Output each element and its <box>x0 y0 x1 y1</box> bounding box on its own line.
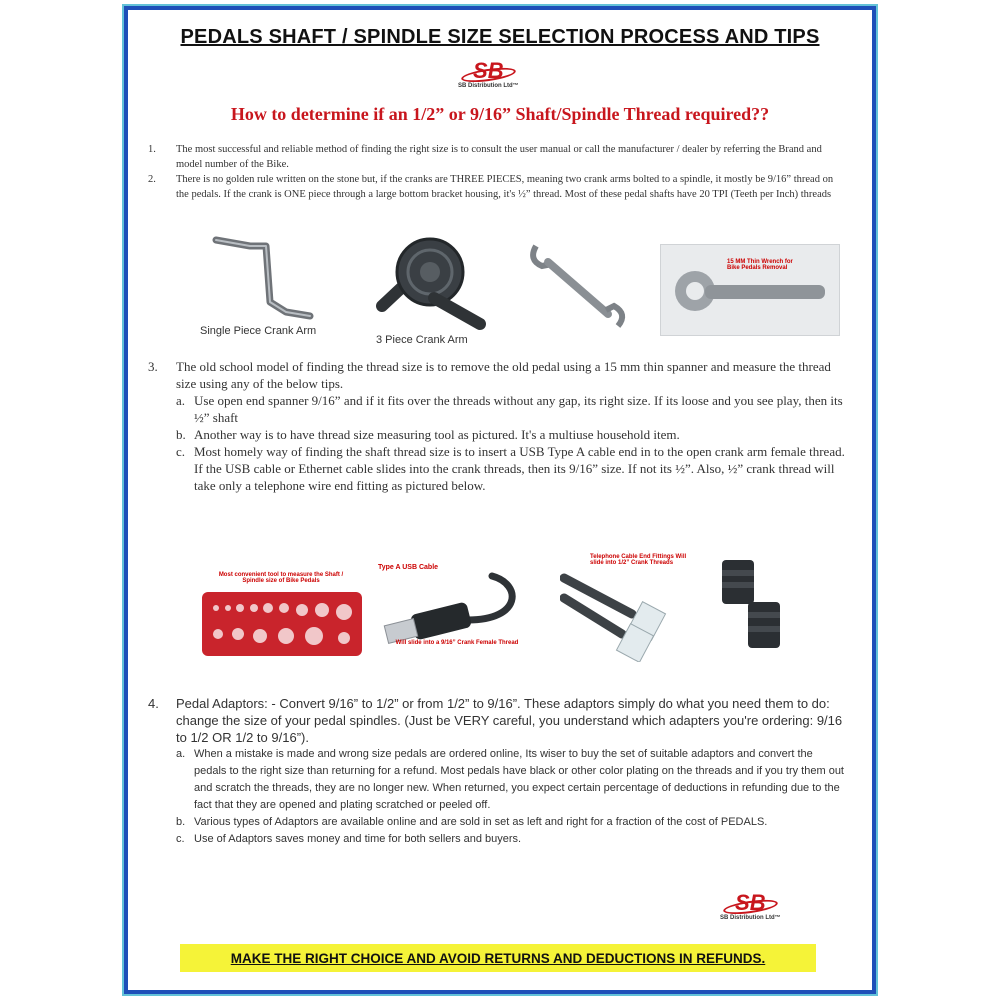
usb-label: Type A USB Cable <box>378 564 439 571</box>
substep-text: Another way is to have thread size measuring tool as pictured. It's a multiuse household item. <box>194 427 680 442</box>
logo-caption: SB Distribution Ltd™ <box>458 83 519 89</box>
thin-wrench-photo <box>660 244 840 336</box>
wrench-label: 15 MM Thin Wrench for Bike Pedals Removal <box>727 259 793 271</box>
single-crank-caption: Single Piece Crank Arm <box>200 325 317 337</box>
subtitle-question: How to determine if an 1/2” or 9/16” Shaft/Spindle Thread required?? <box>230 104 770 124</box>
step-4c <box>176 831 848 848</box>
open-end-spanner-photo <box>524 240 634 336</box>
thread-gauge-photo <box>198 572 366 662</box>
usb-cable-photo <box>372 564 542 664</box>
substep-letter: b. <box>176 816 186 828</box>
company-logo-top <box>458 60 519 89</box>
step-text: Pedal Adaptors: - Convert 9/16” to 1/2” or from 1/2” to 9/16”. These adaptors simply do what you need them to do: change the size of your pedal spindles. (Just be VERY careful, you understand which adapters you're ordering: 9/16 to 1/2 OR 1/2 to 9/16”). <box>176 696 843 745</box>
substep-letter: a. <box>176 393 186 408</box>
substep-text: Use open end spanner 9/16” and if it fits over the threads without any gap, its right size. If its loose and you see play, then its ½” shaft <box>194 393 843 425</box>
chainring-crank-photo <box>370 236 500 334</box>
step-text: The old school model of finding the thread size is to remove the old pedal using a 15 mm thin spanner and measure the thread size using any of the below tips. <box>176 359 831 391</box>
step-4b <box>176 814 848 831</box>
step-item-2 <box>148 172 848 202</box>
substep-text: Use of Adaptors saves money and time for both sellers and buyers. <box>194 833 522 845</box>
step-3a <box>176 392 848 426</box>
step-4a <box>176 746 848 814</box>
substep-letter: b. <box>176 427 186 442</box>
company-logo-bottom <box>720 892 781 921</box>
page-title: PEDALS SHAFT / SPINDLE SIZE SELECTION PROCESS AND TIPS <box>180 26 820 48</box>
step-number: 2. <box>148 174 156 185</box>
phone-label: Telephone Cable End Fittings Will slide into 1/2” Crank Threads <box>590 554 687 566</box>
usb-note: Will slide into a 9/16” Crank Female Thread <box>395 640 519 646</box>
telephone-cable-photo <box>560 550 700 662</box>
substep-letter: a. <box>176 748 186 760</box>
step-item-4 <box>148 695 848 746</box>
pedal-adaptor-photo <box>710 554 792 660</box>
step-4 <box>148 695 848 848</box>
step-text: There is no golden rule written on the stone but, if the cranks are THREE PIECES, meaning two crank arms bolted to a spindle, it mostly be 9/16” thread on the pedals. If the crank is ONE piece through a large bottom bracket housing, it's ½” thread. Most of these pedal shafts have 20 TPI (Teeth per Inch) threads <box>176 174 834 200</box>
steps-intro-list <box>148 142 848 202</box>
logo-caption: SB Distribution Ltd™ <box>720 915 781 921</box>
step-number: 3. <box>148 359 158 374</box>
logo-mark: SB <box>723 892 778 914</box>
step-item-3 <box>148 358 848 392</box>
substep-letter: c. <box>176 833 185 845</box>
step-item-1 <box>148 142 848 172</box>
logo-mark: SB <box>461 60 516 82</box>
step-3c <box>176 443 848 494</box>
three-piece-crank-caption: 3 Piece Crank Arm <box>376 334 468 346</box>
substep-letter: c. <box>176 444 186 459</box>
step-3 <box>148 358 848 494</box>
step-number: 1. <box>148 144 156 155</box>
substep-text: When a mistake is made and wrong size pedals are ordered online, Its wiser to buy the set of suitable adaptors and convert the pedals to the right size than returning for a refund. Most pedals have black or other color plating on the threads and if you try them out and scratch the threads, they are no longer new. When returned, you expect certain percentage of deductions in refunding due to the fact that they are opened and plating scratched or peeled off. <box>194 748 844 811</box>
step-number: 4. <box>148 696 159 711</box>
substep-text: Various types of Adaptors are available online and are sold in set as left and right for a fraction of the cost of PEDALS. <box>194 816 768 828</box>
step-text: The most successful and reliable method of finding the right size is to consult the user manual or call the manufacturer / dealer by referring the Brand and model number of the Bike. <box>176 144 822 170</box>
substep-text: Most homely way of finding the shaft thread size is to insert a USB Type A cable end in to the open crank arm female thread. If the USB cable or Ethernet cable slides into the crank threads, then its 9/16” size. If not its ½”. Also, ½” crank thread will take only a telephone wire end fitting as pictured below. <box>194 444 845 493</box>
closing-banner: MAKE THE RIGHT CHOICE AND AVOID RETURNS AND DEDUCTIONS IN REFUNDS. <box>180 944 816 972</box>
gauge-label: Most convenient tool to measure the Shaft / Spindle size of Bike Pedals <box>218 572 344 584</box>
crank-arm-photo <box>200 232 350 332</box>
step-3b <box>176 426 848 443</box>
